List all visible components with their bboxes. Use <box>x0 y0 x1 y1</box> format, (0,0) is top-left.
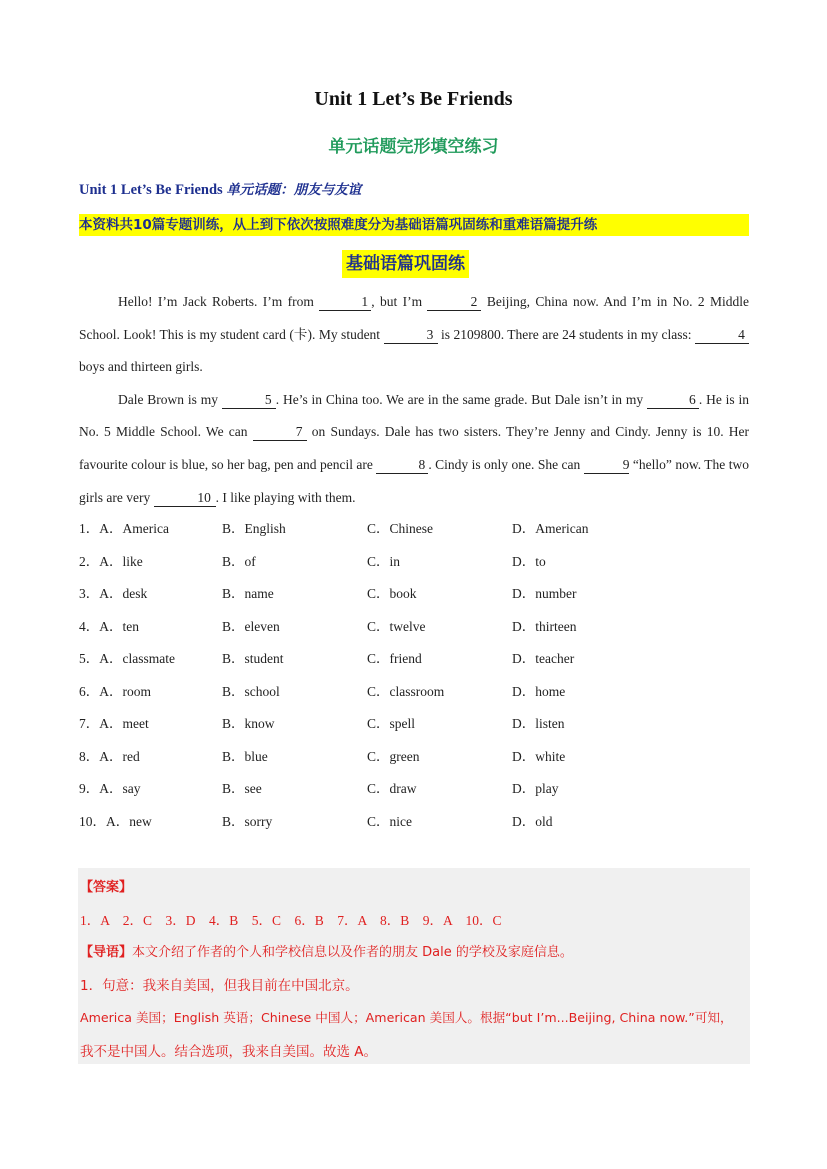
question-number: 8．A．red <box>79 748 140 764</box>
q1-explanation-2: 我不是中国人。结合选项，我来自美国。故选 A。 <box>80 1044 378 1060</box>
question-row <box>79 708 749 741</box>
q1-explanation-title: 1．句意：我来自美国，但我目前在中国北京。 <box>80 978 359 994</box>
question-number: 6．A．room <box>79 683 151 699</box>
passage-text: on Sundays. Dale has two sisters. They’re Jenny and Cindy. Jenny is 10. Her favourite colour is blue, so her bag, pen and pencil are <box>79 424 749 472</box>
blank-3: 3 <box>384 327 438 344</box>
question-options <box>79 513 749 838</box>
answer-label: 【答案】 <box>80 880 133 895</box>
option-b: B．of <box>222 553 256 569</box>
unit-topic-cn: 单元话题：朋友与友谊 <box>226 182 362 198</box>
blank-2: 2 <box>427 294 481 311</box>
question-number: 4．A．ten <box>79 618 139 634</box>
blank-8: 8 <box>376 457 428 474</box>
blank-10: 10 <box>154 490 216 507</box>
option-d: D．teacher <box>512 651 575 666</box>
question-row <box>79 546 749 579</box>
passage-text: . He is in No. 5 Middle School. We can <box>79 391 749 440</box>
option-d: D．to <box>512 553 546 569</box>
question-number: 3．A．desk <box>79 586 148 601</box>
option-c: C．Chinese <box>367 521 433 536</box>
answer-key: 1．A 2．C 3．D 4．B 5．C 6．B 7．A 8．B 9．A 10．C <box>80 913 502 928</box>
option-b: B．sorry <box>222 813 273 829</box>
option-d: D．home <box>512 683 566 699</box>
option-d: D．listen <box>512 716 565 731</box>
passage-text: . Cindy is only one. She can <box>428 456 584 472</box>
question-row <box>79 741 749 774</box>
option-c: C．green <box>367 748 420 764</box>
option-c: C．twelve <box>367 618 426 634</box>
blank-7: 7 <box>253 424 307 441</box>
unit-topic-en: Unit 1 Let’s Be Friends <box>79 182 227 198</box>
passage-paragraph-1 <box>79 286 749 384</box>
question-row <box>79 513 749 546</box>
option-d: D．old <box>512 813 553 829</box>
section-heading: 基础语篇巩固练 <box>342 250 469 278</box>
option-c: C．book <box>367 586 417 601</box>
question-number: 5．A．classmate <box>79 651 175 666</box>
option-c: C．in <box>367 553 401 569</box>
question-number: 7．A．meet <box>79 716 149 731</box>
notice-banner: 本资料共10篇专题训练，从上到下依次按照难度分为基础语篇巩固练和重难语篇提升练 <box>79 214 749 236</box>
guide-text: 本文介绍了作者的个人和学校信息以及作者的朋友 Dale 的学校及家庭信息。 <box>132 945 573 960</box>
question-row <box>79 643 749 676</box>
passage-text: Hello! I’m Jack Roberts. I’m from <box>118 294 320 309</box>
guide-label: 【导语】 <box>80 945 133 960</box>
page-title: Unit 1 Let’s Be Friends <box>314 88 513 110</box>
option-b: B．eleven <box>222 618 280 634</box>
question-row <box>79 676 749 709</box>
option-b: B．student <box>222 651 284 666</box>
option-d: D．thirteen <box>512 618 577 634</box>
option-a: A．classmate <box>99 651 175 666</box>
question-row <box>79 578 749 611</box>
option-b: B．know <box>222 716 275 731</box>
option-a: A．room <box>99 683 151 699</box>
option-a: A．say <box>99 781 141 796</box>
option-a: A．desk <box>99 586 148 601</box>
question-row <box>79 773 749 806</box>
question-row <box>79 611 749 644</box>
option-d: D．number <box>512 586 577 601</box>
page-subtitle: 单元话题完形填空练习 <box>328 137 499 157</box>
q1-explanation-1: America 美国；English 英语；Chinese 中国人；American 美国人。根据“but I’m...Beijing, China now.”可知， <box>80 1010 733 1025</box>
blank-6: 6 <box>647 392 699 409</box>
question-number: 1．A．America <box>79 521 169 536</box>
passage-text: Beijing, China now. And I’m in No. 2 Middle School. Look! This is my student card (卡). My student <box>79 294 749 342</box>
option-d: D．American <box>512 521 589 536</box>
guide-line <box>80 941 573 960</box>
option-b: B．see <box>222 781 262 796</box>
option-a: A．America <box>99 521 169 536</box>
option-c: C．nice <box>367 813 412 829</box>
blank-5: 5 <box>222 392 276 409</box>
option-a: A．like <box>99 553 143 569</box>
question-number: 2．A．like <box>79 553 143 569</box>
option-c: C．classroom <box>367 683 445 699</box>
passage-paragraph-2 <box>79 384 749 514</box>
option-b: B．blue <box>222 748 268 764</box>
option-a: A．ten <box>99 618 139 634</box>
option-c: C．draw <box>367 781 417 796</box>
option-a: A．red <box>99 748 140 764</box>
question-number: 10．A．new <box>79 813 152 829</box>
blank-4: 4 <box>695 327 749 344</box>
option-b: B．name <box>222 586 274 601</box>
passage-text: , but I’m <box>371 294 428 309</box>
option-c: C．friend <box>367 651 422 666</box>
question-number: 9．A．say <box>79 781 141 796</box>
blank-9: 9 <box>584 457 630 474</box>
passage-text: boys and thirteen girls. <box>79 359 203 375</box>
option-a: A．meet <box>99 716 149 731</box>
option-b: B．English <box>222 521 286 536</box>
option-c: C．spell <box>367 716 416 731</box>
passage-text: “hello” now. The two girls are very <box>79 456 749 505</box>
option-d: D．play <box>512 781 559 796</box>
option-b: B．school <box>222 683 280 699</box>
option-a: A．new <box>106 813 152 829</box>
cloze-passage <box>79 286 749 514</box>
blank-1: 1 <box>319 294 371 311</box>
passage-text: is 2109800. There are 24 students in my class: <box>437 326 695 342</box>
passage-text: Dale Brown is my <box>118 391 222 407</box>
option-d: D．white <box>512 748 566 764</box>
answer-section <box>78 868 750 1064</box>
question-row <box>79 806 749 839</box>
unit-topic <box>79 178 361 199</box>
passage-text: . I like playing with them. <box>215 489 356 505</box>
passage-text: . He’s in China too. We are in the same grade. But Dale isn’t in my <box>275 391 647 407</box>
